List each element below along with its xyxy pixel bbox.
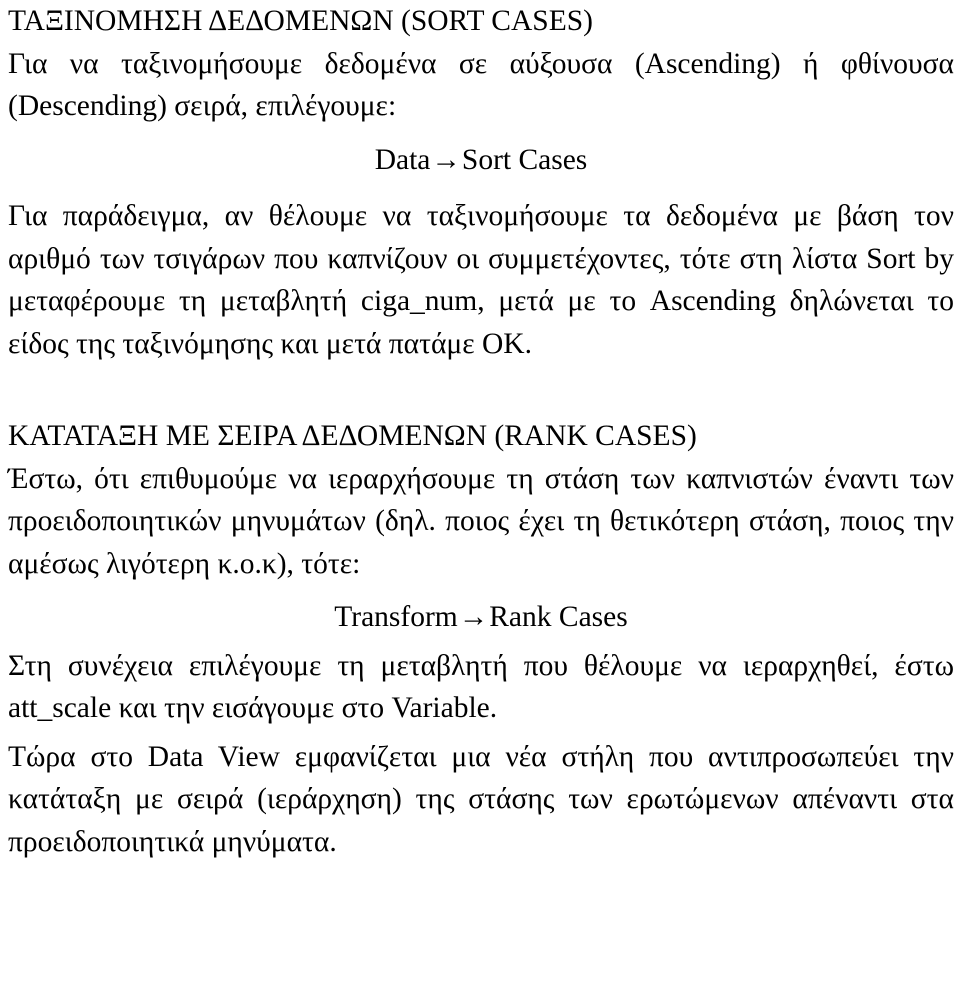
menu-sort-cases: Sort Cases	[461, 143, 588, 176]
menu-transform: Transform	[334, 601, 458, 633]
arrow-right-icon: →	[431, 143, 461, 176]
rank-cases-menu-path	[8, 596, 954, 639]
rank-cases-intro: Έστω, ότι επιθυμούμε να ιεραρχήσουμε τη στάση των καπνιστών έναντι των προειδοποιητικών μηνυμάτων (δηλ. ποιος έχει τη θετικότερη στάση, ποιος την αμέσως λιγότερη κ.ο.κ), τότε:	[8, 462, 954, 580]
menu-rank-cases: Rank Cases	[489, 601, 628, 633]
rank-cases-step: Στη συνέχεια επιλέγουμε τη μεταβλητή που θέλουμε να ιεραρχηθεί, έστω att_scale και την εισάγουμε στο Variable.	[8, 649, 954, 724]
menu-data: Data	[374, 143, 431, 176]
sort-cases-heading: ΤΑΞΙΝΟΜΗΣΗ ΔΕΔΟΜΕΝΩΝ (SORT CASES)	[8, 5, 593, 37]
rank-cases-result: Τώρα στο Data View εμφανίζεται μια νέα στήλη που αντιπροσωπεύει την κατάταξη με σειρά (ιεράρχηση) της στάσης των ερωτώμενων απέναντι στα προειδοποιητικά μηνύματα.	[8, 740, 954, 858]
sort-cases-intro: Για να ταξινομήσουμε δεδομένα σε αύξουσα (Ascending) ή φθίνουσα (Descending) σειρά, επιλέγουμε:	[8, 47, 954, 122]
document-page	[8, 0, 954, 863]
sort-cases-example: Για παράδειγμα, αν θέλουμε να ταξινομήσουμε τα δεδομένα με βάση τον αριθμό των τσιγάρων που καπνίζουν οι συμμετέχοντες, τότε στη λίστα Sort by μεταφέρουμε τη μεταβλητή ciga_num, μετά με το Ascending δηλώνεται το είδος της ταξινόμησης και μετά πατάμε ΟΚ.	[8, 200, 954, 360]
arrow-right-icon: →	[458, 601, 489, 633]
rank-cases-heading: ΚΑΤΑΤΑΞΗ ΜΕ ΣΕΙΡΑ ΔΕΔΟΜΕΝΩΝ (RANK CASES)	[8, 420, 697, 452]
sort-cases-menu-path	[8, 139, 954, 182]
sort-cases-section	[8, 0, 954, 365]
rank-cases-section	[8, 415, 954, 863]
